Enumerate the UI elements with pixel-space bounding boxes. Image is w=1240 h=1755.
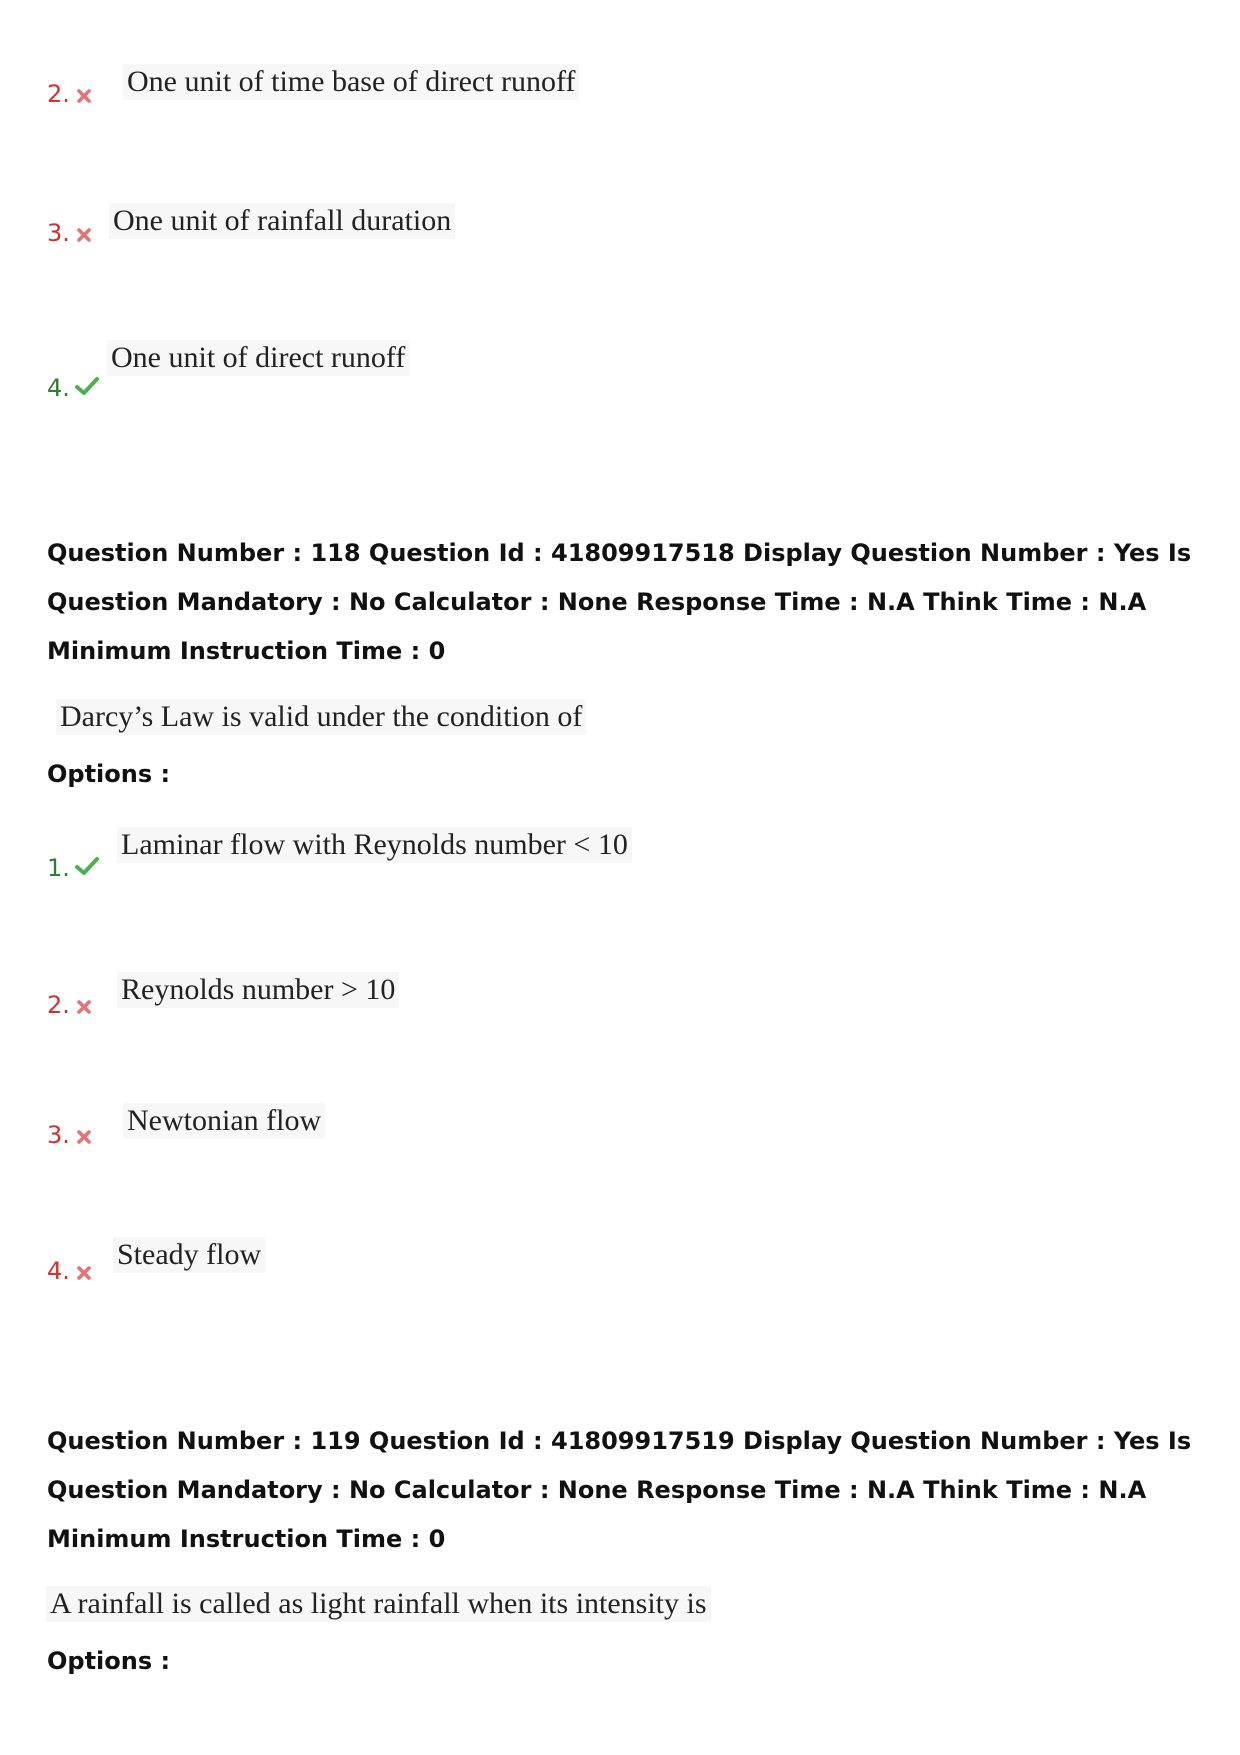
check-icon [75,856,99,876]
cross-icon [77,1130,91,1144]
question-meta: Question Number : 119 Question Id : 41809917519 Display Question Number : Yes Is Question Mandatory : No Calculator : None Response Time : N.A Think Time : N.A Minimum Instruction Time : 0 [47,1427,1192,1553]
option-text: One unit of direct runoff [107,340,409,376]
option-number: 3. [47,219,70,247]
option-number: 4. [47,374,70,402]
option-number: 3. [47,1121,70,1149]
check-icon [75,376,99,396]
question-text: Darcy’s Law is valid under the condition of [56,699,586,735]
cross-icon [77,89,91,103]
cross-icon [77,1000,91,1014]
option-text: Reynolds number > 10 [117,972,399,1008]
cross-icon [77,228,91,242]
option-text: One unit of rainfall duration [109,203,455,239]
option-number: 2. [47,991,70,1019]
option-number: 4. [47,1257,70,1285]
question-text: A rainfall is called as light rainfall when its intensity is [46,1586,711,1622]
option-number: 2. [47,80,70,108]
cross-icon [77,1266,91,1280]
option-text: Newtonian flow [123,1103,325,1139]
options-label: Options : [47,1647,171,1675]
option-text: Laminar flow with Reynolds number < 10 [117,827,632,863]
question-meta: Question Number : 118 Question Id : 41809917518 Display Question Number : Yes Is Question Mandatory : No Calculator : None Response Time : N.A Think Time : N.A Minimum Instruction Time : 0 [47,539,1192,665]
option-text: Steady flow [113,1237,265,1273]
option-text: One unit of time base of direct runoff [123,64,579,100]
options-label: Options : [47,760,171,788]
option-number: 1. [47,854,70,882]
